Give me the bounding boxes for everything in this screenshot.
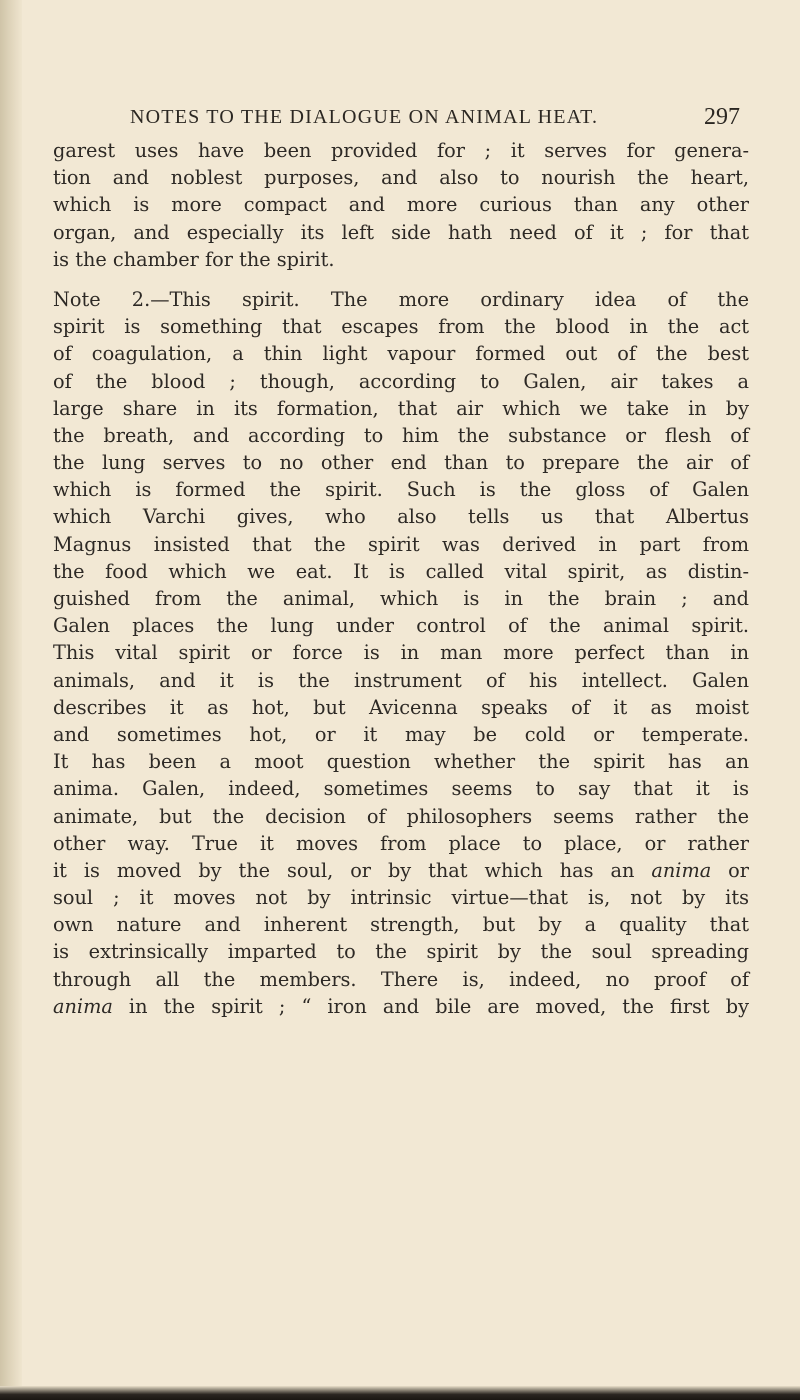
italic-term: anima <box>53 994 113 1018</box>
text-line: spirit is something that escapes from the blood in the act <box>53 315 749 339</box>
page-gutter-shadow <box>0 0 22 1400</box>
text-line: the food which we eat. It is called vital spirit, as distin- <box>53 559 749 583</box>
text-line: own nature and inherent strength, but by a quality that <box>53 913 749 937</box>
text-line: through all the members. There is, indeed, no proof of <box>53 967 749 991</box>
page-number: 297 <box>704 104 740 130</box>
text-line: large share in its formation, that air which we take in by <box>53 396 749 420</box>
text-line: Note 2.—This spirit. The more ordinary idea of the <box>53 287 749 311</box>
text-line: the breath, and according to him the substance or flesh of <box>53 423 749 447</box>
text-line: which Varchi gives, who also tells us that Albertus <box>53 505 749 529</box>
text-line: soul ; it moves not by intrinsic virtue—that is, not by its <box>53 886 749 910</box>
text-line: animate, but the decision of philosophers seems rather the <box>53 804 749 828</box>
text-line: of coagulation, a thin light vapour formed out of the best <box>53 342 749 366</box>
text-line: is extrinsically imparted to the spirit by the soul spreading <box>53 940 749 964</box>
text-line: other way. True it moves from place to place, or rather <box>53 831 749 855</box>
text-line: is the chamber for the spirit. <box>53 247 335 271</box>
text-run: or <box>711 858 749 882</box>
page-bottom-edge <box>0 1386 800 1400</box>
text-run: it is moved by the soul, or by that which has an <box>53 858 652 882</box>
text-run: in the spirit ; “ iron and bile are moved, the first by <box>112 994 749 1018</box>
text-line: guished from the animal, which is in the brain ; and <box>53 587 749 610</box>
text-line: animals, and it is the instrument of his intellect. Galen <box>53 668 749 692</box>
text-line: anima. Galen, indeed, sometimes seems to say that it is <box>53 777 749 801</box>
text-line-with-italic <box>53 993 749 1020</box>
italic-term: anima <box>651 858 712 882</box>
text-line: and sometimes hot, or it may be cold or temperate. <box>53 722 749 746</box>
text-line: which is more compact and more curious than any other <box>53 193 749 217</box>
text-line-with-italic <box>53 857 749 884</box>
text-line: the lung serves to no other end than to prepare the air of <box>53 451 749 475</box>
paragraph-note-2 <box>53 286 749 1020</box>
text-line: garest uses have been provided for ; it serves for genera- <box>53 139 749 162</box>
text-line: It has been a moot question whether the spirit has an <box>53 750 749 774</box>
running-header <box>130 106 740 129</box>
text-line: Galen places the lung under control of the animal spirit. <box>53 614 749 638</box>
text-line: of the blood ; though, according to Galen, air takes a <box>53 369 749 393</box>
text-line: tion and noblest purposes, and also to nourish the heart, <box>53 166 749 190</box>
text-line: This vital spirit or force is in man more perfect than in <box>53 641 749 665</box>
paragraph <box>53 137 749 273</box>
text-line: organ, and especially its left side hath need of it ; for that <box>53 220 749 244</box>
text-line: which is formed the spirit. Such is the gloss of Galen <box>53 478 749 502</box>
paragraph-gap <box>53 273 749 286</box>
text-line: Magnus insisted that the spirit was derived in part from <box>53 532 749 556</box>
text-line: describes it as hot, but Avicenna speaks of it as moist <box>53 695 749 719</box>
page-body <box>53 137 749 1020</box>
running-title: NOTES TO THE DIALOGUE ON ANIMAL HEAT. <box>130 106 599 128</box>
